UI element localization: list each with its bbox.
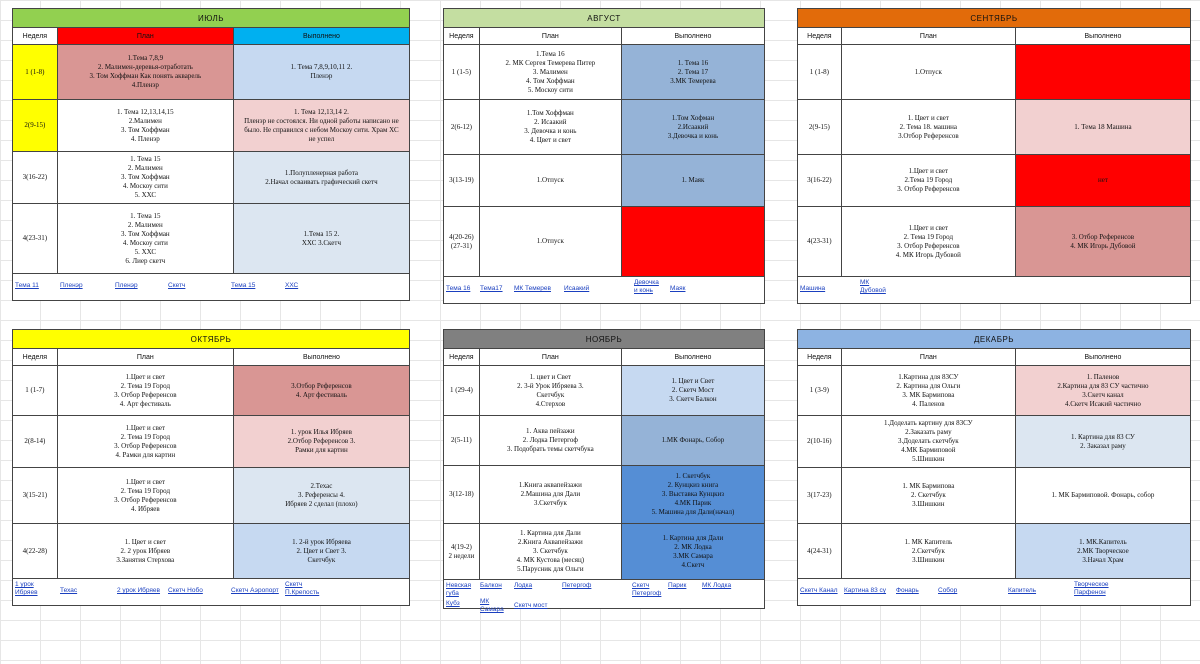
week-row: [13, 524, 409, 579]
week-cell[interactable]: 4(23-31): [798, 207, 842, 276]
hyperlink[interactable]: Лодка: [514, 582, 533, 589]
plan-cell[interactable]: 1. Тема 12,13,14,15 2.Малимен 3. Том Хоффман 4. Пленэр: [58, 100, 234, 151]
week-cell[interactable]: 1 (29-4): [444, 366, 480, 415]
week-row: [444, 155, 764, 207]
plan-cell[interactable]: 1.Цвет и свет 2. Тема 19 Город 3. Отбор Референсов 4. Арт фестиваль: [58, 366, 234, 415]
plan-cell[interactable]: 1. Аква пейзажи 2. Лодка Петергоф 3. Подобрать темы скетчбука: [480, 416, 622, 465]
week-row: [444, 207, 764, 277]
hyperlink[interactable]: Кубз: [446, 600, 460, 607]
week-cell[interactable]: 4(19-2) 2 недели: [444, 524, 480, 579]
done-cell[interactable]: 1. Паленов 2.Картина для 83 СУ частично 3.Скетч канал 4.Скетч Исакий частично: [1016, 366, 1190, 415]
hyperlink[interactable]: МК Темерев: [514, 285, 551, 292]
done-cell[interactable]: 1. Скетчбук 2. Кунцкиз книга 3. Выставка Кунцкиз 4.МК Парик 5. Машина для Дали(начал): [622, 466, 764, 523]
month-title[interactable]: ДЕКАБРЬ: [798, 330, 1190, 349]
header-week[interactable]: Неделя: [13, 28, 58, 44]
hyperlink[interactable]: Пленэр: [115, 282, 138, 289]
done-cell[interactable]: 2.Техас 3. Референсы 4. Ибряев 2 сделал (плохо): [234, 468, 409, 523]
done-cell[interactable]: нет: [1016, 155, 1190, 206]
week-row: [798, 524, 1190, 579]
week-row: [444, 100, 764, 155]
plan-cell[interactable]: 1. Картина для Дали 2.Книга Аквапейзажи 3. Скетчбук 4. МК Кустова (месяц) 5.Парусник для Ольги: [480, 524, 622, 579]
hyperlink[interactable]: 2 урок Ибряев: [117, 587, 161, 594]
done-cell[interactable]: 1.Том Хофман 2.Исаакий 3.Девочка и конь: [622, 100, 764, 154]
hyperlink[interactable]: Техас: [60, 587, 78, 594]
month-title[interactable]: ИЮЛЬ: [13, 9, 409, 28]
hyperlink[interactable]: ХХС: [285, 282, 299, 289]
done-cell[interactable]: 1.МК Фонарь, Собор: [622, 416, 764, 465]
done-cell[interactable]: 1. урок Илья Ибряев 2.Отбор Референсов 3. Рамки для картин: [234, 416, 409, 467]
week-row: [13, 152, 409, 204]
column-header-row: [798, 349, 1190, 366]
week-cell[interactable]: 1 (1-7): [13, 366, 58, 415]
week-row: [798, 468, 1190, 524]
hyperlink[interactable]: Тема 16: [446, 285, 471, 292]
month-block-3: [12, 329, 410, 606]
done-cell[interactable]: 1. Тема 18 Машина: [1016, 100, 1190, 154]
header-plan[interactable]: План: [480, 349, 622, 365]
plan-cell[interactable]: 1.Цвет и свет 2. Тема 19 Город 3. Отбор Референсов 4. МК Игорь Дубовой: [842, 207, 1016, 276]
week-cell[interactable]: 3(17-23): [798, 468, 842, 523]
week-cell[interactable]: 2(6-12): [444, 100, 480, 154]
done-cell[interactable]: 1.Тема 15 2. ХХС 3.Скетч: [234, 204, 409, 273]
plan-cell[interactable]: 1.Цвет и свет 2. Тема 19 Город 3. Отбор Референсов 4. Ибряев: [58, 468, 234, 523]
plan-cell[interactable]: 1. МК Бармипова 2. Скетчбук 3.Шишкин: [842, 468, 1016, 523]
week-row: [13, 204, 409, 274]
hyperlink[interactable]: Собор: [938, 587, 958, 594]
hyperlink[interactable]: Творческое Парфенон: [1074, 581, 1109, 596]
plan-cell[interactable]: 1.Том Хоффман 2. Исаакий 3. Девочка и конь 4. Цвет и свет: [480, 100, 622, 154]
header-plan[interactable]: План: [58, 28, 234, 44]
plan-cell[interactable]: 1. Тема 15 2. Малимен 3. Том Хоффман 4. Москоу сити 5. ХХС: [58, 152, 234, 203]
done-cell[interactable]: [622, 207, 764, 276]
hyperlink[interactable]: Фонарь: [896, 587, 919, 594]
month-block-5: [797, 329, 1191, 606]
month-block-2: [797, 8, 1191, 304]
week-row: [13, 366, 409, 416]
week-row: [444, 366, 764, 416]
done-cell[interactable]: 1. Картина для Дали 2. МК Лодка 3.МК Самара 4.Скетч: [622, 524, 764, 579]
header-week[interactable]: Неделя: [444, 349, 480, 365]
header-week[interactable]: Неделя: [13, 349, 58, 365]
week-row: [444, 524, 764, 580]
hyperlink[interactable]: Тема 15: [231, 282, 256, 289]
week-cell[interactable]: 2(8-14): [13, 416, 58, 467]
month-block-0: [12, 8, 410, 301]
hyperlink[interactable]: Тема17: [480, 285, 503, 292]
month-title[interactable]: СЕНТЯБРЬ: [798, 9, 1190, 28]
header-done[interactable]: Выполнено: [622, 349, 764, 365]
week-cell[interactable]: 1 (1-5): [444, 45, 480, 99]
column-header-row: [13, 28, 409, 45]
week-row: [798, 100, 1190, 155]
hyperlink[interactable]: Капитель: [1008, 587, 1037, 594]
week-cell[interactable]: 2(10-16): [798, 416, 842, 467]
week-cell[interactable]: 3(15-21): [13, 468, 58, 523]
hyperlink[interactable]: Маяк: [670, 285, 686, 292]
month-block-4: [443, 329, 765, 613]
done-cell[interactable]: 1. МК.Капитель 2.МК Творческое 3.Начал Храм: [1016, 524, 1190, 578]
week-row: [798, 155, 1190, 207]
column-header-row: [444, 349, 764, 366]
hyperlink[interactable]: Парик: [668, 582, 687, 589]
hyperlink[interactable]: Балкон: [480, 582, 502, 589]
links-row: [13, 575, 409, 605]
done-cell[interactable]: 1. Тема 7,8,9,10,11 2. Пленэр: [234, 45, 409, 99]
header-done[interactable]: Выполнено: [234, 349, 409, 365]
week-row: [13, 416, 409, 468]
hyperlink[interactable]: Девочка и конь: [634, 279, 659, 294]
links-row: [798, 273, 1190, 303]
done-cell[interactable]: 1. Маяк: [622, 155, 764, 206]
week-row: [444, 45, 764, 100]
done-cell[interactable]: 3.Отбор Референсов 4. Арт фестиваль: [234, 366, 409, 415]
hyperlink[interactable]: Скетч Аэропорт: [231, 587, 279, 594]
month-title[interactable]: НОЯБРЬ: [444, 330, 764, 349]
plan-cell[interactable]: 1.Тема 7,8,9 2. Малимен-деревья-отработать 3. Том Хоффман Как понять акварель 4.Пленэр: [58, 45, 234, 99]
links-row: [444, 273, 764, 303]
week-cell[interactable]: 2(9-15): [13, 100, 58, 151]
header-plan[interactable]: План: [480, 28, 622, 44]
week-cell[interactable]: 1 (1-8): [13, 45, 58, 99]
week-row: [798, 207, 1190, 277]
header-plan[interactable]: План: [842, 28, 1016, 44]
hyperlink[interactable]: Тема 11: [15, 282, 39, 289]
hyperlink[interactable]: Скетч: [168, 282, 186, 289]
header-plan[interactable]: План: [58, 349, 234, 365]
plan-cell[interactable]: 1. Тема 15 2. Малимен 3. Том Хоффман 4. Москоу сити 5. ХХС 6. Лиер скетч: [58, 204, 234, 273]
week-row: [13, 45, 409, 100]
week-cell[interactable]: 4(24-31): [798, 524, 842, 578]
hyperlink[interactable]: Картина 83 су: [844, 587, 887, 594]
week-cell[interactable]: 3(16-22): [798, 155, 842, 206]
plan-cell[interactable]: 1. Цвет и свет 2. Тема 18. машина 3.Отбор Референсов: [842, 100, 1016, 154]
week-cell[interactable]: 2(9-15): [798, 100, 842, 154]
week-row: [444, 416, 764, 466]
week-cell[interactable]: 3(16-22): [13, 152, 58, 203]
column-header-row: [13, 349, 409, 366]
week-row: [13, 468, 409, 524]
week-cell[interactable]: 1 (1-8): [798, 45, 842, 99]
done-cell[interactable]: [1016, 45, 1190, 99]
week-row: [798, 366, 1190, 416]
header-done[interactable]: Выполнено: [622, 28, 764, 44]
hyperlink[interactable]: Пленэр: [60, 282, 83, 289]
week-row: [798, 45, 1190, 100]
hyperlink[interactable]: МК Самара: [480, 598, 504, 613]
plan-cell[interactable]: 1.Цвет и свет 2.Тема 19 Город 3. Отбор Референсов: [842, 155, 1016, 206]
column-header-row: [798, 28, 1190, 45]
week-cell[interactable]: 3(13-19): [444, 155, 480, 206]
week-cell[interactable]: 4(20-26) (27-31): [444, 207, 480, 276]
header-done[interactable]: Выполнено: [1016, 28, 1190, 44]
hyperlink[interactable]: Исаакий: [564, 285, 590, 292]
week-cell[interactable]: 3(12-18): [444, 466, 480, 523]
plan-cell[interactable]: 1.Тема 16 2. МК Сергея Темерева Питер 3. Малимен 4. Том Хоффман 5. Москоу сити: [480, 45, 622, 99]
month-title[interactable]: ОКТЯБРЬ: [13, 330, 409, 349]
hyperlink[interactable]: Скетч П.Крепость: [285, 581, 320, 596]
header-plan[interactable]: План: [842, 349, 1016, 365]
header-week[interactable]: Неделя: [798, 349, 842, 365]
plan-cell[interactable]: 1. МК Капитель 2.Скетчбук 3.Шишкин: [842, 524, 1016, 578]
links-row: [13, 270, 409, 300]
done-cell[interactable]: 1. Цвет и Свет 2. Скетч Мост 3. Скетч Балкон: [622, 366, 764, 415]
header-week[interactable]: Неделя: [444, 28, 480, 44]
plan-cell[interactable]: 1.Картина для 83СУ 2. Картина для Ольги 3. МК Бармипова 4. Паленов: [842, 366, 1016, 415]
plan-cell[interactable]: 1.Доделать картину для 83СУ 2.Заказать раму 3.Доделать скетчбук 4.МК Бармиповой 5.Шишкин: [842, 416, 1016, 467]
done-cell[interactable]: 1. Тема 16 2. Тема 17 3.МК Темерева: [622, 45, 764, 99]
hyperlink[interactable]: МК Дубовой: [860, 279, 886, 294]
plan-cell[interactable]: 1.Книга аквапейзажи 2.Машина для Дали 3.Скетчбук: [480, 466, 622, 523]
column-header-row: [444, 28, 764, 45]
done-cell[interactable]: 1. Картина для 83 СУ 2. Заказал раму: [1016, 416, 1190, 467]
plan-cell[interactable]: 1.Цвет и свет 2. Тема 19 Город 3. Отбор Референсов 4. Рамки для картин: [58, 416, 234, 467]
hyperlink[interactable]: Машина: [800, 285, 826, 292]
week-cell[interactable]: 2(5-11): [444, 416, 480, 465]
hyperlink[interactable]: Скетч Петергоф: [632, 582, 662, 597]
month-title[interactable]: АВГУСТ: [444, 9, 764, 28]
done-cell[interactable]: 1. МК Бармиповой. Фонарь, собор: [1016, 468, 1190, 523]
week-cell[interactable]: 1 (3-9): [798, 366, 842, 415]
links-row: [444, 576, 764, 613]
hyperlink[interactable]: МК Лодка: [702, 582, 732, 589]
plan-cell[interactable]: 1.Отпуск: [842, 45, 1016, 99]
done-cell[interactable]: 1.Полупленерная работа 2.Начал осваивать графический скетч: [234, 152, 409, 203]
links-row: [798, 575, 1190, 605]
week-cell[interactable]: 4(22-28): [13, 524, 58, 578]
header-done[interactable]: Выполнено: [1016, 349, 1190, 365]
hyperlink[interactable]: Невская губа: [446, 582, 472, 597]
plan-cell[interactable]: 1. цвет и Свет 2. 3-й Урок Ибряева 3. Скетчбук 4.Стерхов: [480, 366, 622, 415]
hyperlink[interactable]: Петергоф: [562, 582, 592, 589]
header-week[interactable]: Неделя: [798, 28, 842, 44]
hyperlink[interactable]: Скетч Нобо: [168, 587, 203, 594]
done-cell[interactable]: 1. 2-й урок Ибряева 2. Цвет и Свет 3. Скетчбук: [234, 524, 409, 578]
hyperlink[interactable]: 1 урок Ибряев: [15, 581, 38, 596]
month-block-1: [443, 8, 765, 304]
plan-cell[interactable]: 1.Отпуск: [480, 155, 622, 206]
hyperlink[interactable]: Скетч Канал: [800, 587, 838, 594]
week-cell[interactable]: 4(23-31): [13, 204, 58, 273]
week-row: [13, 100, 409, 152]
done-cell[interactable]: 1. Тема 12,13,14 2. Пленэр не состоялся. Ни одной работы написано не было. Не справился с небом Москоу сити. Храм ХС не успел: [234, 100, 409, 151]
plan-cell[interactable]: 1. Цвет и свет 2. 2 урок Ибряев 3.Занятия Стерхова: [58, 524, 234, 578]
week-row: [798, 416, 1190, 468]
done-cell[interactable]: 3. Отбор Референсов 4. МК Игорь Дубовой: [1016, 207, 1190, 276]
plan-cell[interactable]: 1.Отпуск: [480, 207, 622, 276]
hyperlink[interactable]: Скетч мост: [514, 602, 548, 609]
week-row: [444, 466, 764, 524]
header-done[interactable]: Выполнено: [234, 28, 409, 44]
